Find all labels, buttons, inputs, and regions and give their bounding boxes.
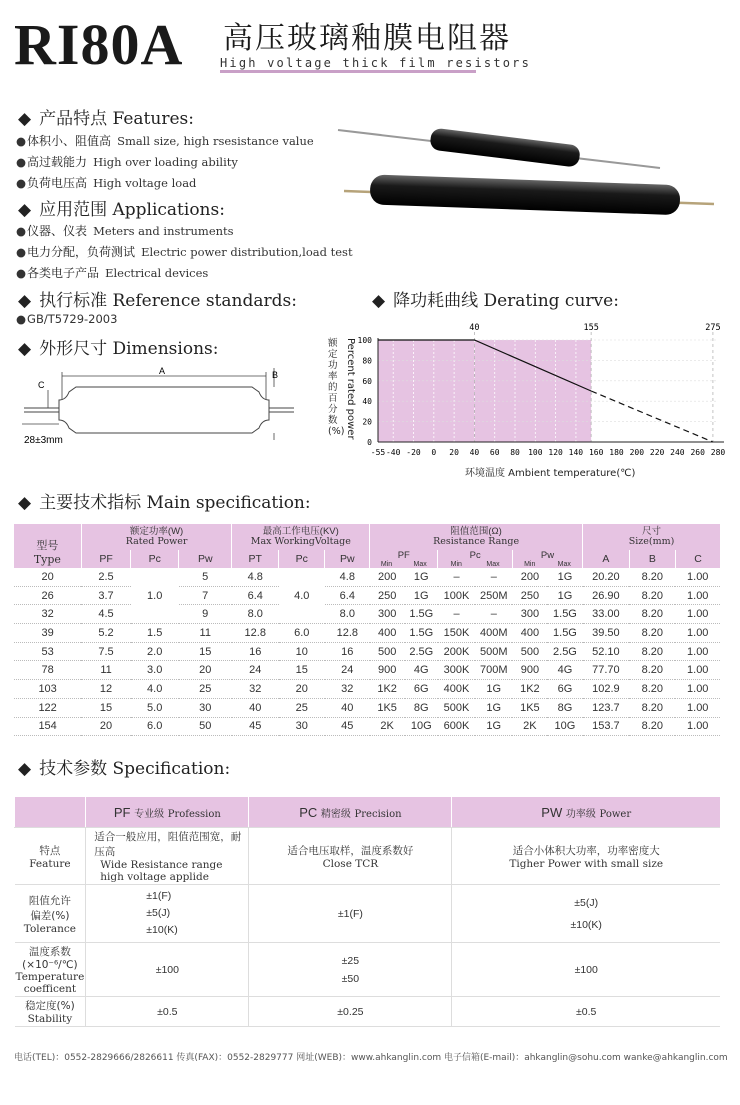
y-tick-label: 40 bbox=[362, 397, 372, 407]
table-cell: 7.5 bbox=[81, 642, 131, 661]
application-item: ●电力分配，负荷测试 Electric power distribution,load test bbox=[16, 245, 353, 259]
table-cell: 400K bbox=[438, 680, 475, 699]
table-cell: 1.00 bbox=[675, 642, 720, 661]
table-cell: 123.7 bbox=[583, 698, 630, 717]
table-cell: 1K5 bbox=[512, 698, 547, 717]
x-tick-label: -20 bbox=[406, 448, 421, 457]
table-cell: 1.00 bbox=[675, 698, 720, 717]
x-tick-label: 0 bbox=[431, 448, 437, 457]
table-cell: 154 bbox=[14, 717, 81, 736]
table-cell: 1.00 bbox=[675, 624, 720, 643]
diamond-bullet-icon: ◆ bbox=[18, 291, 32, 311]
table-cell: 5 bbox=[179, 568, 232, 586]
table-cell: 26.90 bbox=[583, 586, 630, 605]
table-cell: 600K bbox=[438, 717, 475, 736]
y-tick-label: 0 bbox=[367, 438, 372, 447]
x-tick-label: 200 bbox=[629, 448, 645, 457]
y-tick-label: 100 bbox=[357, 336, 372, 345]
group-rated-power-cn: 额定功率(W) bbox=[129, 526, 184, 537]
table-cell: 40 bbox=[232, 698, 279, 717]
table-cell: 3.0 bbox=[131, 661, 179, 680]
table-cell: 122 bbox=[14, 698, 81, 717]
table-cell: 1G bbox=[547, 586, 582, 605]
table-cell: 5.2 bbox=[81, 624, 131, 643]
table-cell: 32 bbox=[14, 605, 81, 624]
application-item: ●各类电子产品 Electrical devices bbox=[16, 266, 209, 280]
table-cell: 500 bbox=[370, 642, 405, 661]
diamond-bullet-icon: ◆ bbox=[18, 493, 32, 513]
resistor-photo-icon bbox=[330, 118, 730, 228]
table-cell: 6.0 bbox=[131, 717, 179, 736]
x-tick-label: 260 bbox=[690, 448, 705, 457]
table-cell: 26 bbox=[14, 586, 81, 605]
table-cell: 6G bbox=[405, 680, 438, 699]
x-tick-label: 160 bbox=[588, 448, 604, 457]
x-tick-label: 280 bbox=[710, 448, 726, 457]
table-cell: 24 bbox=[325, 661, 370, 680]
table-cell: 20 bbox=[279, 680, 325, 699]
table-row bbox=[14, 698, 720, 717]
table-cell: 4.8 bbox=[232, 568, 279, 586]
table-cell: 900 bbox=[370, 661, 405, 680]
table-cell: 900 bbox=[512, 661, 547, 680]
table-cell: 8G bbox=[547, 698, 582, 717]
table-cell: 1.00 bbox=[675, 605, 720, 624]
table-cell: 103 bbox=[14, 680, 81, 699]
table-cell: 4.5 bbox=[81, 605, 131, 624]
table-cell: 20.20 bbox=[583, 568, 630, 586]
table-cell: 5.0 bbox=[131, 698, 179, 717]
table-cell: 1K2 bbox=[370, 680, 405, 699]
diamond-bullet-icon: ◆ bbox=[18, 759, 32, 779]
table-cell: 250M bbox=[475, 586, 512, 605]
table-cell: 20 bbox=[14, 568, 81, 586]
table-cell: 77.70 bbox=[583, 661, 630, 680]
table-cell: 1.5G bbox=[405, 624, 438, 643]
product-title-en: High voltage thick film resistors bbox=[220, 56, 532, 70]
table-cell: 8.20 bbox=[629, 586, 675, 605]
main-spec-table: 型号 Type 额定功率(W) Rated Power 最高工作电压(KV) Max WorkingVoltage 阻值范围(Ω) Resistance Range 尺寸 Size(mm) PF Pc Pw PT Pc Pw PF Min Max Pc Min Max Pw Min Max A B C 20 2.5 1.0 5 4.8 4.0 4.8 200 1G – – 200 1G 20.20 8.20 1.00 26 3.7 7 6.4 6.4 250 1G 100K 250M 250 1G 26.90 8.20 1.00 32 4.5 9 8.0 8.0 300 1.5G – – 300 1.5G 33.00 8.20 1.00 39 5.2 1.5 11 12.8 6.0 12.8 400 1.5G 150K 400M 400 1.5G 39.50 8.20 1.00 53 7.5 2.0 15 16 10 16 500 2.5G 200K 500M 500 2.5G 52.10 8.20 1.00 78 11 3.0 20 24 15 24 900 4G 300K 700M 900 4G 77.70 8.20 1.00 103 12 4.0 25 32 20 32 1K2 6G 400K 1G 1K2 6G 102.9 8.20 1.00 122 15 5.0 30 40 25 40 1K5 8G 500K 1G 1K5 8G 123.7 8.20 1.00 154 20 6.0 50 45 30 45 2K 10G 600K 1G 2K 10G 153.7 8.20 1.00 bbox=[14, 524, 720, 736]
features-heading: ◆ 产品特点 Features: bbox=[18, 109, 194, 129]
table-cell: 11 bbox=[179, 624, 232, 643]
table-cell: 4.8 bbox=[325, 568, 370, 586]
table-cell: 8.20 bbox=[629, 642, 675, 661]
y-axis-label-cn: 额 定 功 率 的 百 分 数 (%) bbox=[328, 338, 345, 437]
table-cell: 30 bbox=[179, 698, 232, 717]
feature-item: ●高过载能力 High over loading ability bbox=[16, 155, 238, 169]
table-cell: 1G bbox=[475, 698, 512, 717]
table-cell: 153.7 bbox=[583, 717, 630, 736]
x-tick-label: 220 bbox=[649, 448, 665, 457]
table-cell: 39.50 bbox=[583, 624, 630, 643]
table-cell: 2K bbox=[370, 717, 405, 736]
group-size-cn: 尺寸 bbox=[642, 526, 662, 537]
table-cell: 8.20 bbox=[629, 698, 675, 717]
table-cell: 1.5G bbox=[547, 624, 582, 643]
table-cell: 6.4 bbox=[325, 586, 370, 605]
derating-heading: ◆ 降功耗曲线 Derating curve: bbox=[372, 291, 619, 311]
table-cell: 25 bbox=[179, 680, 232, 699]
x-tick-label: 80 bbox=[510, 448, 520, 457]
table-cell: 1G bbox=[405, 586, 438, 605]
table-cell: 6.4 bbox=[232, 586, 279, 605]
table-cell: 1.0 bbox=[131, 568, 179, 624]
table-cell: – bbox=[438, 605, 475, 624]
table-cell: 9 bbox=[179, 605, 232, 624]
x-tick-label: -40 bbox=[385, 448, 401, 457]
table-cell: 4G bbox=[547, 661, 582, 680]
diamond-bullet-icon: ◆ bbox=[18, 109, 32, 129]
specification-table: PF 专业级 Profession PC 精密级 Precision PW 功率级 Power 特点 Feature 适合一般应用，阻值范围宽，耐压高 Wide Resistance range high voltage applide 适合电压取样，温度系数好 Close TCR 适合小体积大功率，功率密度大 Tigher Power with small size 阻值允许 偏差(%) Tolerance ±1(F) ±5(J) ±10(K) ±1(F) ±5(J) ±10(K) 温度系数 (×10⁻⁶/℃) Temperature coefficent ±100 ±25 ±50 ±100 稳定度(%) Stability ±0.5 ±0.25 ±0.5 bbox=[14, 797, 720, 1027]
table-row bbox=[14, 717, 720, 736]
table-cell: 45 bbox=[232, 717, 279, 736]
application-item: ●仪器、仪表 Meters and instruments bbox=[16, 224, 234, 238]
table-cell: 100K bbox=[438, 586, 475, 605]
dimension-label-b: B bbox=[272, 370, 279, 380]
table-cell: 150K bbox=[438, 624, 475, 643]
table-cell: 1.5G bbox=[547, 605, 582, 624]
applications-heading: ◆ 应用范围 Applications: bbox=[18, 200, 225, 220]
diamond-bullet-icon: ◆ bbox=[18, 200, 32, 220]
table-cell: 52.10 bbox=[583, 642, 630, 661]
table-cell: 1.00 bbox=[675, 661, 720, 680]
table-cell: 25 bbox=[279, 698, 325, 717]
table-cell: 2.5G bbox=[547, 642, 582, 661]
group-resistance-cn: 阻值范围(Ω) bbox=[450, 526, 502, 537]
table-cell: 32 bbox=[232, 680, 279, 699]
shaded-region bbox=[378, 340, 591, 442]
x-tick-label: 120 bbox=[548, 448, 563, 457]
table-cell: 1K5 bbox=[370, 698, 405, 717]
table-row bbox=[14, 586, 720, 605]
table-cell: 8.0 bbox=[325, 605, 370, 624]
type-label-cn: 型号 bbox=[36, 539, 59, 552]
table-cell: 1G bbox=[475, 680, 512, 699]
x-tick-label: 180 bbox=[609, 448, 624, 457]
table-cell: 45 bbox=[325, 717, 370, 736]
table-cell: – bbox=[475, 605, 512, 624]
table-cell: 250 bbox=[512, 586, 547, 605]
table-row bbox=[14, 680, 720, 699]
table-cell: 30 bbox=[279, 717, 325, 736]
table-cell: 8G bbox=[405, 698, 438, 717]
table-cell: 78 bbox=[14, 661, 81, 680]
table-row bbox=[14, 568, 720, 586]
table-cell: 2.5 bbox=[81, 568, 131, 586]
model-number: RI80A bbox=[14, 12, 184, 77]
table-cell: 300 bbox=[512, 605, 547, 624]
table-cell: 1.00 bbox=[675, 680, 720, 699]
table-cell: 8.20 bbox=[629, 605, 675, 624]
dimension-drawing bbox=[14, 360, 304, 450]
table-cell: 1.5G bbox=[405, 605, 438, 624]
table-cell: 400 bbox=[370, 624, 405, 643]
feature-item: ●负荷电压高 High voltage load bbox=[16, 176, 197, 190]
diamond-bullet-icon: ◆ bbox=[18, 339, 32, 359]
table-cell: 6G bbox=[547, 680, 582, 699]
table-cell: 500 bbox=[512, 642, 547, 661]
table-row bbox=[14, 642, 720, 661]
main-spec-heading: ◆ 主要技术指标 Main specification: bbox=[18, 493, 311, 513]
series-line-dashed bbox=[591, 391, 713, 442]
table-cell: 1.00 bbox=[675, 568, 720, 586]
table-cell: 15 bbox=[179, 642, 232, 661]
table-cell: 15 bbox=[279, 661, 325, 680]
type-label-en: Type bbox=[33, 553, 61, 566]
table-row bbox=[14, 661, 720, 680]
table-cell: 3.7 bbox=[81, 586, 131, 605]
diamond-bullet-icon: ◆ bbox=[372, 291, 386, 311]
x-tick-label: 240 bbox=[670, 448, 685, 457]
table-cell: 12 bbox=[81, 680, 131, 699]
table-cell: 2.5G bbox=[405, 642, 438, 661]
table-cell: 400M bbox=[475, 624, 512, 643]
table-cell: 15 bbox=[81, 698, 131, 717]
x-tick-label: 140 bbox=[568, 448, 584, 457]
table-cell: 1.5 bbox=[131, 624, 179, 643]
table-cell: 1G bbox=[405, 568, 438, 586]
derating-chart bbox=[326, 318, 730, 482]
group-max-voltage-cn: 最高工作电压(KV) bbox=[262, 526, 339, 537]
reference-heading: ◆ 执行标准 Reference standards: bbox=[18, 291, 297, 311]
table-cell: 250 bbox=[370, 586, 405, 605]
table-cell: 11 bbox=[81, 661, 131, 680]
table-row bbox=[14, 605, 720, 624]
dimension-label-a: A bbox=[158, 366, 166, 376]
table-cell: 32 bbox=[325, 680, 370, 699]
table-cell: 40 bbox=[325, 698, 370, 717]
table-cell: 33.00 bbox=[583, 605, 630, 624]
table-cell: 4.0 bbox=[131, 680, 179, 699]
table-cell: 12.8 bbox=[232, 624, 279, 643]
table-cell: 2K bbox=[512, 717, 547, 736]
table-cell: 6.0 bbox=[279, 624, 325, 643]
x-axis-label: 环境温度 Ambient temperature(℃) bbox=[465, 468, 636, 479]
table-cell: 8.20 bbox=[629, 717, 675, 736]
y-tick-label: 80 bbox=[362, 356, 372, 366]
table-cell: 1G bbox=[547, 568, 582, 586]
table-cell: 500K bbox=[438, 698, 475, 717]
table-cell: 200 bbox=[512, 568, 547, 586]
table-cell: 10 bbox=[279, 642, 325, 661]
table-cell: 20 bbox=[179, 661, 232, 680]
feature-item: ●体积小、阻值高 Small size, high rsesistance value bbox=[16, 134, 314, 148]
table-cell: 300 bbox=[370, 605, 405, 624]
table-cell: 12.8 bbox=[325, 624, 370, 643]
table-cell: 200K bbox=[438, 642, 475, 661]
lead-length: 28±3mm bbox=[24, 435, 63, 446]
table-cell: 8.0 bbox=[232, 605, 279, 624]
x-tick-label: 100 bbox=[528, 448, 543, 457]
table-cell: 39 bbox=[14, 624, 81, 643]
table-cell: 1.00 bbox=[675, 717, 720, 736]
dimensions-heading: ◆ 外形尺寸 Dimensions: bbox=[18, 339, 219, 359]
table-cell: 20 bbox=[81, 717, 131, 736]
x-tick-label: -55 bbox=[370, 448, 386, 457]
contact-footer: 电话(TEL)：0552-2829666/2826611 传真(FAX)：0552-2829777 网址(WEB)：www.ahkanglin.com 电子信箱(E-mail)：ahkanglin@sohu.com wanke@ahkanglin.com bbox=[14, 1053, 728, 1063]
table-cell: 10G bbox=[547, 717, 582, 736]
table-cell: – bbox=[438, 568, 475, 586]
x-tick-label: 20 bbox=[449, 448, 459, 457]
top-label: 40 bbox=[469, 323, 480, 333]
top-label: 275 bbox=[705, 323, 721, 333]
table-cell: 10G bbox=[405, 717, 438, 736]
table-cell: 4G bbox=[405, 661, 438, 680]
table-cell: 300K bbox=[438, 661, 475, 680]
y-tick-label: 20 bbox=[362, 417, 372, 427]
y-axis-label-en: Percent rated power bbox=[345, 338, 356, 440]
table-cell: 1.00 bbox=[675, 586, 720, 605]
y-tick-label: 60 bbox=[362, 376, 372, 386]
table-cell: 8.20 bbox=[629, 568, 675, 586]
table-cell: 500M bbox=[475, 642, 512, 661]
table-cell: 24 bbox=[232, 661, 279, 680]
x-tick-label: 60 bbox=[489, 448, 500, 457]
specification-heading: ◆ 技术参数 Specification: bbox=[18, 759, 231, 779]
reference-standard: ●GB/T5729-2003 bbox=[16, 312, 118, 326]
table-cell: 7 bbox=[179, 586, 232, 605]
table-cell: 700M bbox=[475, 661, 512, 680]
table-cell: 200 bbox=[370, 568, 405, 586]
product-title-cn: 高压玻璃釉膜电阻器 bbox=[223, 21, 511, 56]
table-cell: 53 bbox=[14, 642, 81, 661]
table-cell: 8.20 bbox=[629, 661, 675, 680]
table-cell: 1K2 bbox=[512, 680, 547, 699]
table-cell: 50 bbox=[179, 717, 232, 736]
table-cell: 16 bbox=[232, 642, 279, 661]
table-cell: 400 bbox=[512, 624, 547, 643]
table-cell: 102.9 bbox=[583, 680, 630, 699]
table-cell: 4.0 bbox=[279, 568, 325, 624]
top-label: 155 bbox=[583, 323, 599, 333]
table-cell: 2.0 bbox=[131, 642, 179, 661]
table-cell: 8.20 bbox=[629, 680, 675, 699]
table-cell: 1G bbox=[475, 717, 512, 736]
table-cell: 16 bbox=[325, 642, 370, 661]
dimension-label-c: C bbox=[38, 380, 45, 390]
table-cell: – bbox=[475, 568, 512, 586]
table-row bbox=[14, 624, 720, 643]
title-underline bbox=[220, 70, 476, 73]
table-cell: 8.20 bbox=[629, 624, 675, 643]
x-tick-label: 40 bbox=[469, 448, 480, 457]
